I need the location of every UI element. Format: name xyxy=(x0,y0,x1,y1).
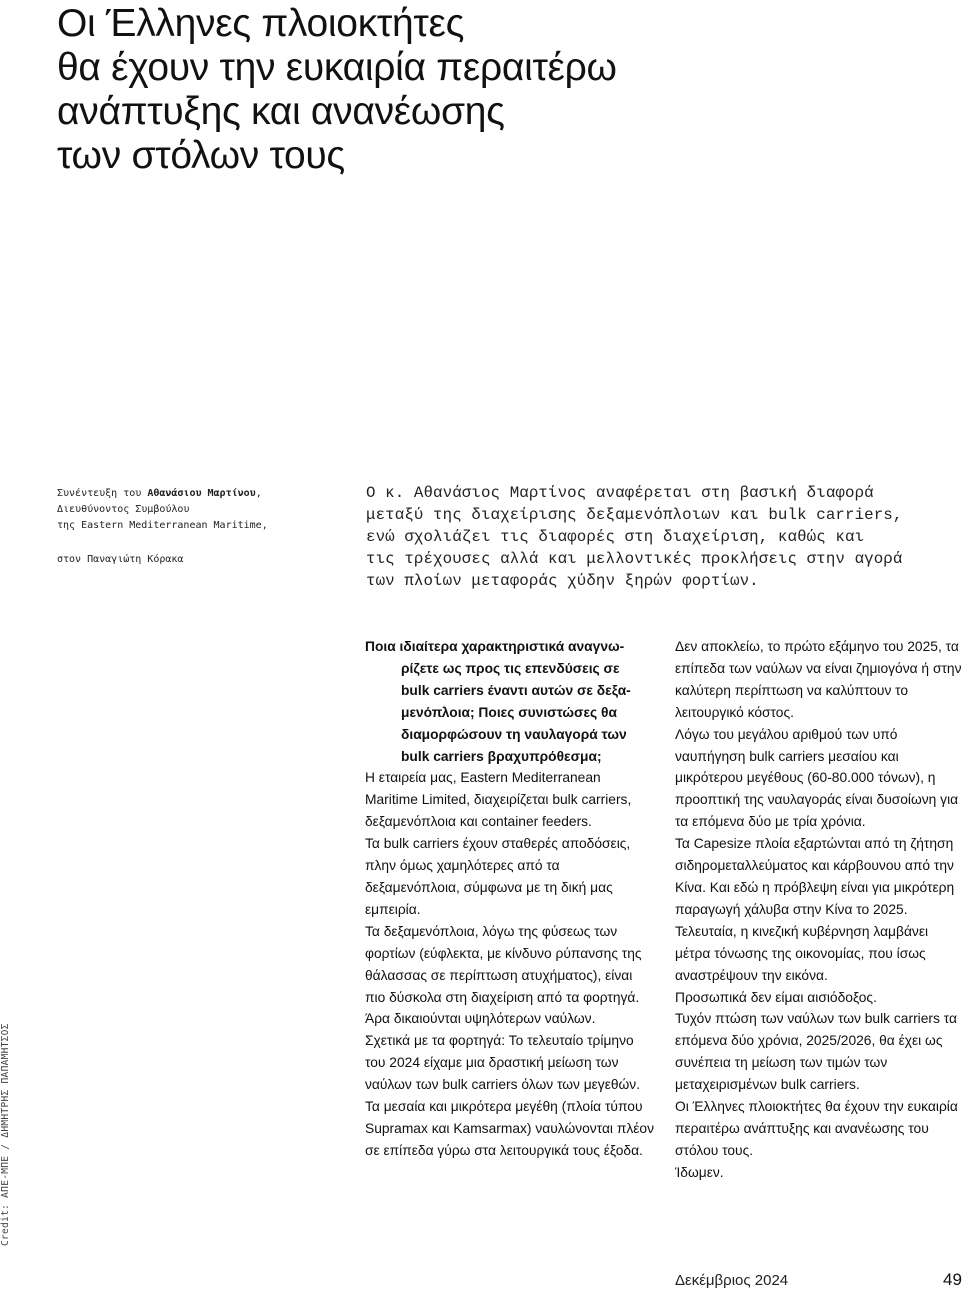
answer-paragraph: Τα bulk carriers έχουν σταθερές αποδόσεις, πλην όμως χαμηλότερες από τα δεξαμενόπλοια, σύμφωνα με τη δική μας εμπειρία. xyxy=(365,836,631,917)
title-line: Οι Έλληνες πλοιοκτήτες xyxy=(57,2,465,45)
issue-date: Δεκέμβριος 2024 xyxy=(675,1272,789,1289)
answer-paragraph: Σχετικά με τα φορτηγά: Το τελευταίο τρίμηνο του 2024 είχαμε μια δραστική μείωση των ναύλων των bulk carriers όλων των μεγεθών. xyxy=(365,1033,641,1093)
interview-credits xyxy=(57,486,327,568)
title-line: ανάπτυξης και ανανέωσης xyxy=(57,90,505,133)
answer-paragraph: Προσωπικά δεν είμαι αισιόδοξος. xyxy=(675,989,877,1005)
question-line: bulk carriers έναντι αυτών σε δεξα- xyxy=(401,682,631,698)
answer-paragraph: Ίδωμεν. xyxy=(675,1164,724,1180)
answer-paragraph: Οι Έλληνες πλοιοκτήτες θα έχουν την ευκαιρία περαιτέρω ανάπτυξης και ανανέωσης του στόλου τους. xyxy=(675,1099,958,1158)
answer-paragraph: Τα δεξαμενόπλοια, λόγω της φύσεως των φορτίων (εύφλεκτα, με κίνδυνο ρύπανσης της θάλασσας σε περίπτωση ατυχήματος), είναι πιο δύσκολα στη διαχείριση από τα φορτηγά. Άρα δικαιούνται υψηλότερων ναύλων. xyxy=(365,923,642,1027)
interviewer: στον Παναγιώτη Κόρακα xyxy=(57,554,184,565)
lead-line: των πλοίων μεταφοράς χύδην ξηρών φορτίων. xyxy=(366,572,759,590)
photo-credit: Credit: ΑΠΕ-ΜΠΕ / ΔΗΜΗΤΡΗΣ ΠΑΠΑΜΗΤΣΟΣ xyxy=(0,1023,11,1246)
answer-paragraph: Τελευταία, η κινεζική κυβέρνηση λαμβάνει μέτρα τόνωσης της οικονομίας, που ίσως αναστρέψουν την εικόνα. xyxy=(675,923,929,983)
lead-line: μεταξύ της διαχείρισης δεξαμενόπλοιων και bulk carriers, xyxy=(366,506,903,524)
credits-intro-end: , xyxy=(255,488,262,499)
lead-paragraph xyxy=(366,482,966,592)
answer-paragraph: Δεν αποκλείω, το πρώτο εξάμηνο του 2025, τα επίπεδα των ναύλων να είναι ζημιογόνα ή στην καλύτερη περίπτωση να καλύπτουν το λειτουργικό κόστος. xyxy=(675,639,962,720)
answer-paragraph: Τυχόν πτώση των ναύλων των bulk carriers τα επόμενα δύο χρόνια, 2025/2026, θα έχει ως συνέπεια τη μείωση των τιμών των μεταχειρισμένων bulk carriers. xyxy=(675,1011,957,1093)
interview-question xyxy=(365,636,655,767)
question-line: bulk carriers βραχυπρόθεσμα; xyxy=(401,748,602,764)
credits-line-1 xyxy=(57,486,327,502)
answer-paragraph: Λόγω του μεγάλου αριθμού των υπό ναυπήγηση bulk carriers μεσαίου και μικρότερου μεγέθους (60-80.000 τόνων), η προοπτική της ναυλαγοράς είναι δυσοίωνη για τα επόμενα δύο με τρία χρόνια. xyxy=(675,726,959,830)
page-number: 49 xyxy=(943,1270,962,1289)
credits-line-2: Διευθύνοντος Συμβούλου xyxy=(57,504,190,515)
article-title xyxy=(57,2,917,178)
interviewee-name: Αθανάσιου Μαρτίνου xyxy=(147,488,256,499)
answer-paragraph: Τα μεσαία και μικρότερα μεγέθη (πλοία τύπου Supramax και Kamsarmax) ναυλώνονται πλέον σε επίπεδα γύρω στα λειτουργικά τους έξοδα. xyxy=(365,1099,654,1158)
body-column-1 xyxy=(365,636,655,1162)
question-line: Ποια ιδιαίτερα χαρακτηριστικά αναγνω- xyxy=(365,639,625,654)
lead-line: ενώ σχολιάζει τις διαφορές στη διαχείριση, καθώς και xyxy=(366,528,865,546)
question-line: ρίζετε ως προς τις επενδύσεις σε xyxy=(401,660,620,676)
title-line: θα έχουν την ευκαιρία περαιτέρω xyxy=(57,46,617,89)
lead-line: τις τρέχουσες αλλά και μελλοντικές προκλήσεις στην αγορά xyxy=(366,550,903,568)
answer-paragraph: Τα Capesize πλοία εξαρτώνται από τη ζήτηση σιδηρομεταλλεύματος και κάρβουνου από την Κίνα. Και εδώ η πρόβλεψη είναι για μικρότερη παραγωγή χάλυβα στην Κίνα το 2025. xyxy=(675,836,955,917)
question-line: διαμορφώσουν τη ναυλαγορά των xyxy=(401,726,627,742)
credits-line-3: της Eastern Mediterranean Maritime, xyxy=(57,520,268,531)
title-line: των στόλων τους xyxy=(57,134,345,177)
lead-line: Ο κ. Αθανάσιος Μαρτίνος αναφέρεται στη βασική διαφορά xyxy=(366,484,874,502)
answer-paragraph: Η εταιρεία μας, Eastern Mediterranean Maritime Limited, διαχειρίζεται bulk carriers, δεξαμενόπλοια και container feeders. xyxy=(365,770,632,830)
body-column-2 xyxy=(675,636,965,1184)
credits-intro: Συνέντευξη του xyxy=(57,488,148,499)
question-line: μενόπλοια; Ποιες συνιστώσες θα xyxy=(401,704,617,720)
